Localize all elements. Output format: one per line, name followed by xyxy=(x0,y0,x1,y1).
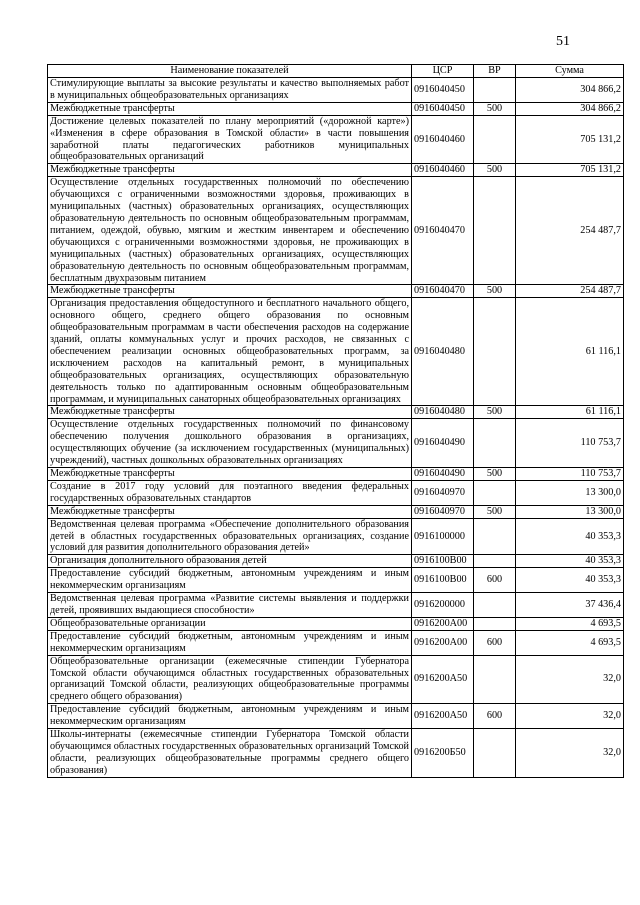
row-vr xyxy=(474,593,516,618)
table-row xyxy=(48,505,624,518)
row-name: Межбюджетные трансферты xyxy=(48,406,412,419)
table-body xyxy=(48,78,624,778)
table-header-row xyxy=(48,65,624,78)
row-csr: 0916100В00 xyxy=(412,568,474,593)
row-sum: 37 436,4 xyxy=(516,593,624,618)
table-row xyxy=(48,298,624,406)
table-row xyxy=(48,164,624,177)
header-name: Наименование показателей xyxy=(48,65,412,78)
row-vr xyxy=(474,655,516,704)
row-csr: 0916040470 xyxy=(412,285,474,298)
row-csr: 0916200А00 xyxy=(412,617,474,630)
table-row xyxy=(48,555,624,568)
table-row xyxy=(48,468,624,481)
row-csr: 0916200А00 xyxy=(412,630,474,655)
table-row xyxy=(48,593,624,618)
table-row xyxy=(48,704,624,729)
row-sum: 110 753,7 xyxy=(516,419,624,468)
table-row xyxy=(48,78,624,103)
row-name: Достижение целевых показателей по плану мероприятий («дорожной карте») «Изменения в сфере образования в Томской области» в части повышения заработной платы педагогических работников муниципальных общеобразовательных организаций xyxy=(48,115,412,164)
row-vr: 500 xyxy=(474,406,516,419)
row-csr: 0916040490 xyxy=(412,468,474,481)
row-vr: 600 xyxy=(474,630,516,655)
row-csr: 0916040970 xyxy=(412,480,474,505)
row-name: Школы-интернаты (ежемесячные стипендии Губернатора Томской области обучающимся областных государственных образовательных организаций Томской области, реализующих общеобразовательные программы среднего общего образования) xyxy=(48,729,412,778)
row-name: Ведомственная целевая программа «Развитие системы выявления и поддержки детей, проявивших выдающиеся способности» xyxy=(48,593,412,618)
table-row xyxy=(48,115,624,164)
table-row xyxy=(48,102,624,115)
row-sum: 4 693,5 xyxy=(516,630,624,655)
row-name: Предоставление субсидий бюджетным, автономным учреждениям и иным некоммерческим организациям xyxy=(48,630,412,655)
row-name: Межбюджетные трансферты xyxy=(48,468,412,481)
row-csr: 0916040480 xyxy=(412,406,474,419)
row-sum: 304 866,2 xyxy=(516,102,624,115)
row-name: Стимулирующие выплаты за высокие результаты и качество выполняемых работ в муниципальных общеобразовательных организациях xyxy=(48,78,412,103)
table-row xyxy=(48,480,624,505)
header-csr: ЦСР xyxy=(412,65,474,78)
row-sum: 13 300,0 xyxy=(516,480,624,505)
table-row xyxy=(48,630,624,655)
row-vr: 500 xyxy=(474,285,516,298)
table-row xyxy=(48,518,624,555)
row-csr: 0916040470 xyxy=(412,177,474,285)
table-row xyxy=(48,177,624,285)
table-row xyxy=(48,617,624,630)
row-vr: 500 xyxy=(474,505,516,518)
header-vr: ВР xyxy=(474,65,516,78)
row-vr xyxy=(474,480,516,505)
row-vr xyxy=(474,555,516,568)
row-sum: 61 116,1 xyxy=(516,298,624,406)
row-sum: 13 300,0 xyxy=(516,505,624,518)
row-vr xyxy=(474,617,516,630)
row-vr: 500 xyxy=(474,164,516,177)
row-name: Межбюджетные трансферты xyxy=(48,285,412,298)
table-row xyxy=(48,568,624,593)
table-row xyxy=(48,285,624,298)
row-csr: 0916200Б50 xyxy=(412,729,474,778)
row-sum: 304 866,2 xyxy=(516,78,624,103)
row-csr: 0916100000 xyxy=(412,518,474,555)
row-sum: 32,0 xyxy=(516,655,624,704)
row-vr xyxy=(474,177,516,285)
row-sum: 61 116,1 xyxy=(516,406,624,419)
table-row xyxy=(48,419,624,468)
table-row xyxy=(48,655,624,704)
row-sum: 254 487,7 xyxy=(516,285,624,298)
row-sum: 254 487,7 xyxy=(516,177,624,285)
row-vr xyxy=(474,419,516,468)
row-csr: 0916040480 xyxy=(412,298,474,406)
row-csr: 0916040970 xyxy=(412,505,474,518)
row-name: Осуществление отдельных государственных полномочий по финансовому обеспечению получения дошкольного образования в организациях, осуществляющих обучение (за исключением государственных (муниципальных) учреждений), частных дошкольных образовательных организациях xyxy=(48,419,412,468)
row-sum: 40 353,3 xyxy=(516,555,624,568)
row-vr xyxy=(474,518,516,555)
row-csr: 0916200А50 xyxy=(412,704,474,729)
table-row xyxy=(48,729,624,778)
row-vr xyxy=(474,298,516,406)
row-sum: 705 131,2 xyxy=(516,115,624,164)
row-vr: 600 xyxy=(474,568,516,593)
row-csr: 0916040450 xyxy=(412,78,474,103)
table-row xyxy=(48,406,624,419)
row-vr xyxy=(474,115,516,164)
row-name: Межбюджетные трансферты xyxy=(48,102,412,115)
row-name: Общеобразовательные организации xyxy=(48,617,412,630)
row-name: Ведомственная целевая программа «Обеспечение дополнительного образования детей в областных государственных образовательных организациях, создание условий для развития дополнительного образования детей» xyxy=(48,518,412,555)
budget-table xyxy=(47,64,624,778)
row-name: Межбюджетные трансферты xyxy=(48,505,412,518)
row-name: Предоставление субсидий бюджетным, автономным учреждениям и иным некоммерческим организациям xyxy=(48,568,412,593)
row-csr: 0916040460 xyxy=(412,115,474,164)
row-name: Организация предоставления общедоступного и бесплатного начального общего, основного общего, среднего общего образования по основным общеобразовательным программам в части обеспечения расходов на содержание зданий, оплаты коммунальных услуг и прочих расходов, не связанных с обеспечением реализации основных общеобразовательных программ, за исключением расходов на капитальный ремонт, в муниципальных общеобразовательных организациях, осуществляющих образовательную деятельность только по адаптированным основным общеобразовательным программам, и муниципальных санаторных общеобразовательных организациях xyxy=(48,298,412,406)
row-vr xyxy=(474,729,516,778)
row-csr: 0916100В00 xyxy=(412,555,474,568)
row-csr: 0916040460 xyxy=(412,164,474,177)
row-name: Предоставление субсидий бюджетным, автономным учреждениям и иным некоммерческим организациям xyxy=(48,704,412,729)
row-vr: 500 xyxy=(474,468,516,481)
row-vr: 500 xyxy=(474,102,516,115)
row-name: Межбюджетные трансферты xyxy=(48,164,412,177)
row-csr: 0916200А50 xyxy=(412,655,474,704)
row-name: Общеобразовательные организации (ежемесячные стипендии Губернатора Томской области обучающимся областных государственных образовательных организаций Томской области, реализующих общеобразовательные программы среднего общего образования) xyxy=(48,655,412,704)
row-vr: 600 xyxy=(474,704,516,729)
row-csr: 0916200000 xyxy=(412,593,474,618)
row-sum: 705 131,2 xyxy=(516,164,624,177)
page-number: 51 xyxy=(556,34,570,49)
row-csr: 0916040450 xyxy=(412,102,474,115)
row-name: Организация дополнительного образования детей xyxy=(48,555,412,568)
row-sum: 32,0 xyxy=(516,729,624,778)
row-name: Создание в 2017 году условий для поэтапного введения федеральных государственных образовательных стандартов xyxy=(48,480,412,505)
row-sum: 40 353,3 xyxy=(516,568,624,593)
row-sum: 4 693,5 xyxy=(516,617,624,630)
row-sum: 40 353,3 xyxy=(516,518,624,555)
row-name: Осуществление отдельных государственных полномочий по обеспечению обучающихся с ограниченными возможностями здоровья, проживающих в муниципальных (частных) образовательных организациях, осуществляющих образовательную деятельность по основным общеобразовательным программам, питанием, одеждой, обувью, мягким и жестким инвентарем и обеспечению обучающихся с ограниченными возможностями здоровья, не проживающих в муниципальных (частных) образовательных организациях, осуществляющих образовательную деятельность по основным общеобразовательным программам, бесплатным двухразовым питанием xyxy=(48,177,412,285)
row-vr xyxy=(474,78,516,103)
row-sum: 110 753,7 xyxy=(516,468,624,481)
row-sum: 32,0 xyxy=(516,704,624,729)
header-sum: Сумма xyxy=(516,65,624,78)
row-csr: 0916040490 xyxy=(412,419,474,468)
